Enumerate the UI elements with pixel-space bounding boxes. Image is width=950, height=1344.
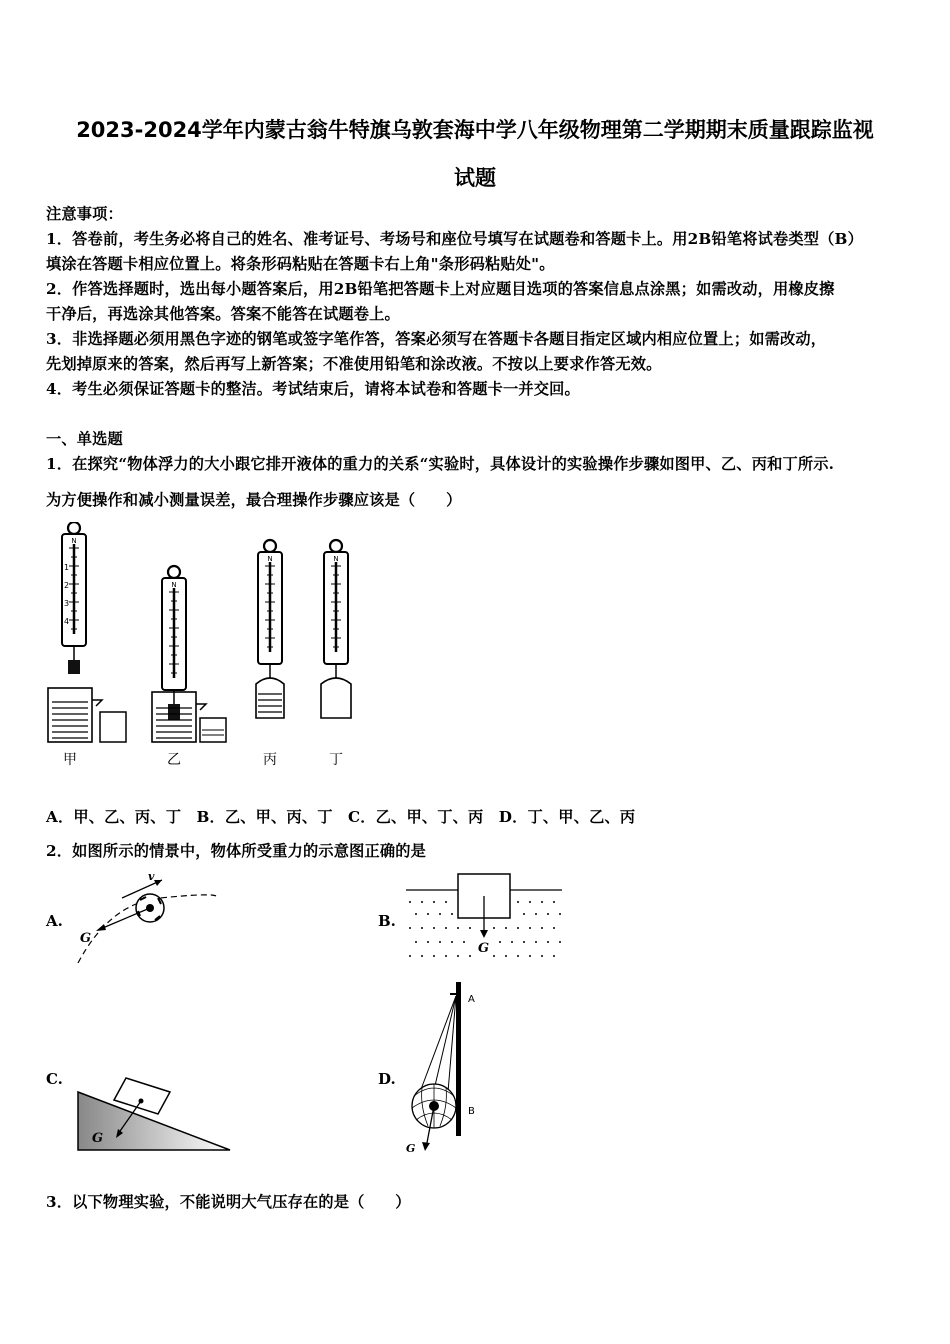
scale-tick-label: 1 [64,563,70,572]
scale-tick-label: 3 [64,599,70,608]
notice-line: 4．考生必须保证答题卡的整洁。考试结束后，请将本试卷和答题卡一并交回。 [46,380,580,398]
q3-stem: 3．以下物理实验，不能说明大气压存在的是（ ） [46,1193,411,1211]
gravity-label: G [406,1142,416,1155]
notice-line: 2．作答选择题时，选出每小题答案后，用2B铅笔把答题卡上对应题目选项的答案信息点涂黑；如需改动，用橡皮擦 [46,280,835,298]
q2-stem: 2．如图所示的情景中，物体所受重力的示意图正确的是 [46,842,427,860]
scale-unit-label: N [71,537,77,545]
figure-label-yi: 乙 [167,752,181,768]
gravity-label: G [92,1131,104,1146]
point-a-label: A [468,994,475,1005]
scale-tick-label: 2 [64,581,70,590]
scale-unit-label: N [171,581,177,589]
q2-figure-a [70,868,220,968]
section-heading: 一、单选题 [46,430,123,448]
q2-option-c-label: C. [46,1070,63,1088]
q1-stem-line2: 为方便操作和减小测量误差，最合理操作步骤应该是（ ） [46,491,462,509]
q2-figure-b [404,872,564,968]
notice-line: 先划掉原来的答案，然后再写上新答案；不准使用铅笔和涂改液。不按以上要求作答无效。 [46,355,662,373]
page-title-line2: 试题 [454,166,496,190]
scale-unit-label: N [267,555,273,563]
notice-line: 填涂在答题卡相应位置上。将条形码粘贴在答题卡右上角"条形码粘贴处"。 [46,255,555,273]
q1-stem-line1: 1．在探究“物体浮力的大小跟它排开液体的重力的关系“实验时，具体设计的实验操作步骤如图甲、乙、丙和丁所示. [46,455,835,473]
notice-line: 1．答卷前，考生务必将自己的姓名、准考证号、考场号和座位号填写在试题卷和答题卡上。用2B铅笔将试卷类型（B） [46,230,863,248]
scale-unit-label: N [333,555,339,563]
q2-option-d-label: D. [378,1070,396,1088]
q2-option-b-label: B. [378,912,396,930]
velocity-label: v [148,870,155,883]
notice-line: 3．非选择题必须用黑色字迹的钢笔或签字笔作答，答案必须写在答题卡各题目指定区域内相应位置上；如需改动， [46,330,827,348]
notice-line: 干净后，再选涂其他答案。答案不能答在试题卷上。 [46,305,400,323]
notice-heading: 注意事项： [46,205,123,223]
point-b-label: B [468,1106,475,1117]
q2-figure-c [74,1074,234,1154]
page-title-line1: 2023-2024学年内蒙古翁牛特旗乌敦套海中学八年级物理第二学期期末质量跟踪监视 [76,118,874,142]
q2-figure-d [400,980,500,1160]
figure-label-jia: 甲 [63,752,77,768]
q1-figure [44,522,364,774]
q1-options: A．甲、乙、丙、丁 B．乙、甲、丙、丁 C．乙、甲、丁、丙 D．丁、甲、乙、丙 [46,808,636,826]
figure-label-ding: 丁 [329,752,343,768]
figure-label-bing: 丙 [263,752,277,768]
q2-option-a-label: A. [46,912,63,930]
gravity-label: G [478,941,490,956]
scale-tick-label: 4 [64,617,70,626]
gravity-label: G [80,931,92,946]
